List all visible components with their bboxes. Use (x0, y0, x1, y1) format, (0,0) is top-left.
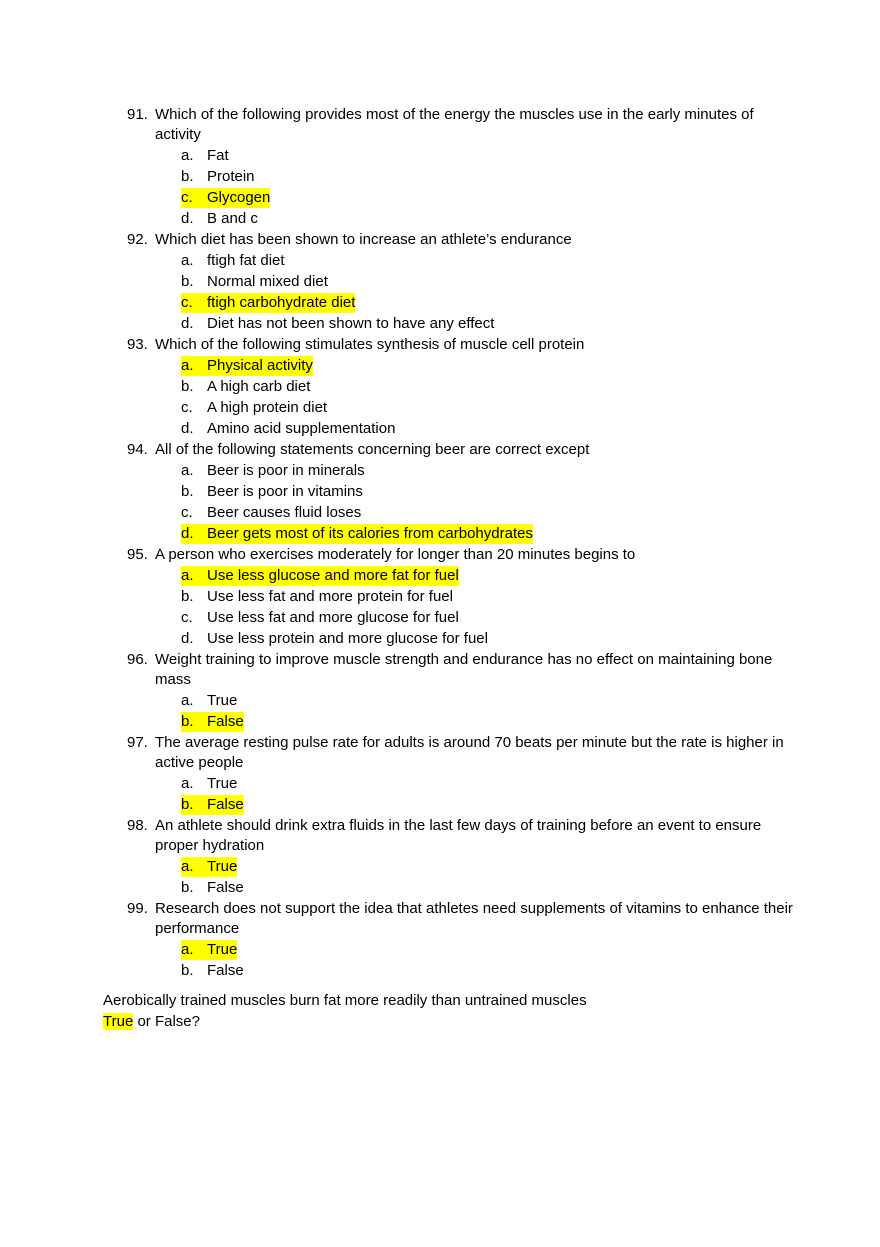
question-item (103, 105, 793, 229)
question-item (103, 650, 793, 732)
answer-text-wrap (207, 608, 459, 628)
option-text: A high protein diet (207, 399, 328, 416)
option-text: Beer is poor in minerals (207, 462, 365, 479)
option-text: Use less fat and more glucose for fuel (207, 609, 459, 626)
option-letter: c. (181, 399, 193, 416)
option-letter: c. (181, 504, 193, 521)
option-text: Beer is poor in vitamins (207, 483, 363, 500)
option-letter: a. (181, 462, 194, 479)
highlighted-answer (181, 566, 459, 586)
answer-options (155, 774, 793, 815)
answer-options (155, 356, 793, 439)
option-letter: b. (181, 962, 194, 979)
option-text: Fat (207, 147, 229, 164)
answer-option (103, 774, 793, 794)
answer-option (103, 314, 793, 334)
highlighted-answer (181, 524, 533, 544)
answer-option (103, 503, 793, 523)
question-item (103, 733, 793, 815)
answer-options (155, 857, 793, 898)
option-text: False (207, 713, 244, 730)
answer-option (103, 209, 793, 229)
option-text: Beer gets most of its calories from carbohydrates (207, 525, 533, 542)
answer-text-wrap (207, 251, 285, 271)
option-text: True (207, 775, 238, 792)
answer-options (155, 691, 793, 732)
option-text: Use less protein and more glucose for fuel (207, 630, 488, 647)
question-item (103, 899, 793, 981)
answer-options (155, 251, 793, 334)
answer-option (103, 566, 793, 586)
highlighted-answer (181, 795, 244, 815)
answer-option (103, 795, 793, 815)
highlighted-answer (181, 356, 313, 376)
closing-answer-line (103, 1011, 587, 1032)
answer-options (155, 146, 793, 229)
option-letter: b. (181, 273, 194, 290)
answer-option (103, 398, 793, 418)
option-letter: a. (181, 941, 194, 958)
answer-options (155, 940, 793, 981)
answer-text-wrap (207, 691, 237, 711)
question-text: Which diet has been shown to increase an athlete’s endurance (155, 231, 572, 248)
answer-text-wrap (207, 146, 229, 166)
question-number: 95. (127, 546, 148, 563)
answer-options (155, 461, 793, 544)
question-number: 98. (127, 817, 148, 834)
highlighted-answer (181, 857, 237, 877)
answer-option (103, 940, 793, 960)
answer-text-wrap (207, 961, 244, 981)
option-letter: c. (181, 294, 193, 311)
answer-option (103, 482, 793, 502)
question-item (103, 440, 793, 544)
question-text: An athlete should drink extra fluids in the last few days of training before an event to ensure proper hydration (155, 817, 762, 854)
highlighted-answer (181, 293, 355, 313)
answer-text-wrap (207, 878, 244, 898)
answer-option (103, 293, 793, 313)
option-text: A high carb diet (207, 378, 311, 395)
option-letter: b. (181, 378, 194, 395)
answer-option (103, 251, 793, 271)
question-text: Research does not support the idea that athletes need supplements of vitamins to enhance their performance (155, 900, 793, 937)
option-letter: b. (181, 483, 194, 500)
answer-text-wrap (207, 587, 453, 607)
answer-text-wrap (207, 398, 327, 418)
answer-option (103, 377, 793, 397)
option-text: Beer causes fluid loses (207, 504, 362, 521)
option-text: ftigh carbohydrate diet (207, 294, 356, 311)
answer-text-wrap (207, 314, 494, 334)
closing-question (103, 990, 587, 1032)
question-text: Which of the following stimulates synthesis of muscle cell protein (155, 336, 585, 353)
option-letter: a. (181, 858, 194, 875)
answer-option (103, 461, 793, 481)
answer-option (103, 146, 793, 166)
answer-text-wrap (207, 272, 328, 292)
answer-text-wrap (207, 503, 361, 523)
option-letter: a. (181, 567, 194, 584)
answer-rest: or False? (133, 1013, 200, 1030)
option-letter: b. (181, 879, 194, 896)
question-number: 96. (127, 651, 148, 668)
option-letter: d. (181, 630, 194, 647)
option-text: Amino acid supplementation (207, 420, 396, 437)
option-text: True (207, 692, 238, 709)
option-text: Glycogen (207, 189, 271, 206)
answer-text-wrap (207, 167, 255, 187)
option-text: Physical activity (207, 357, 313, 374)
question-text: All of the following statements concerning beer are correct except (155, 441, 590, 458)
option-text: False (207, 879, 244, 896)
answer-option (103, 272, 793, 292)
option-text: Use less glucose and more fat for fuel (207, 567, 459, 584)
question-item (103, 230, 793, 334)
option-text: Protein (207, 168, 255, 185)
option-text: B and c (207, 210, 258, 227)
answer-option (103, 188, 793, 208)
option-letter: a. (181, 147, 194, 164)
option-text: False (207, 796, 244, 813)
option-letter: c. (181, 609, 193, 626)
answer-option (103, 878, 793, 898)
option-letter: d. (181, 210, 194, 227)
option-letter: b. (181, 796, 194, 813)
answer-option (103, 167, 793, 187)
answer-option (103, 419, 793, 439)
question-item (103, 335, 793, 439)
answer-option (103, 961, 793, 981)
answer-text-wrap (207, 629, 488, 649)
answer-option (103, 691, 793, 711)
question-item (103, 545, 793, 649)
highlighted-answer (181, 188, 270, 208)
option-text: False (207, 962, 244, 979)
option-letter: a. (181, 357, 194, 374)
answer-option (103, 712, 793, 732)
question-number: 97. (127, 734, 148, 751)
answer-text-wrap (207, 774, 237, 794)
option-text: Normal mixed diet (207, 273, 328, 290)
question-number: 91. (127, 106, 148, 123)
option-letter: b. (181, 713, 194, 730)
question-item (103, 816, 793, 898)
highlighted-answer (181, 940, 237, 960)
highlighted-answer (181, 712, 244, 732)
option-letter: d. (181, 420, 194, 437)
question-text: Which of the following provides most of the energy the muscles use in the early minutes of activity (155, 106, 754, 143)
closing-statement: Aerobically trained muscles burn fat more readily than untrained muscles (103, 992, 587, 1009)
option-text: Diet has not been shown to have any effect (207, 315, 495, 332)
question-text: A person who exercises moderately for longer than 20 minutes begins to (155, 546, 636, 563)
answer-text-wrap (207, 209, 258, 229)
question-text: Weight training to improve muscle strength and endurance has no effect on maintaining bone mass (155, 651, 773, 688)
option-text: True (207, 858, 238, 875)
question-text: The average resting pulse rate for adults is around 70 beats per minute but the rate is higher in active people (155, 734, 784, 771)
option-letter: b. (181, 168, 194, 185)
answer-option (103, 608, 793, 628)
option-letter: d. (181, 525, 194, 542)
answer-text-wrap (207, 377, 310, 397)
option-letter: b. (181, 588, 194, 605)
answer-option (103, 356, 793, 376)
option-letter: a. (181, 692, 194, 709)
highlighted-answer: True (103, 1013, 134, 1030)
question-number: 99. (127, 900, 148, 917)
answer-text-wrap (207, 482, 363, 502)
answer-option (103, 857, 793, 877)
answer-text-wrap (207, 419, 395, 439)
answer-text-wrap (207, 461, 365, 481)
option-letter: d. (181, 315, 194, 332)
option-letter: a. (181, 252, 194, 269)
answer-options (155, 566, 793, 649)
question-list (103, 104, 793, 981)
answer-option (103, 629, 793, 649)
option-letter: a. (181, 775, 194, 792)
question-number: 94. (127, 441, 148, 458)
question-number: 93. (127, 336, 148, 353)
answer-option (103, 524, 793, 544)
option-text: True (207, 941, 238, 958)
option-text: Use less fat and more protein for fuel (207, 588, 453, 605)
option-text: ftigh fat diet (207, 252, 285, 269)
option-letter: c. (181, 189, 193, 206)
question-number: 92. (127, 231, 148, 248)
answer-option (103, 587, 793, 607)
